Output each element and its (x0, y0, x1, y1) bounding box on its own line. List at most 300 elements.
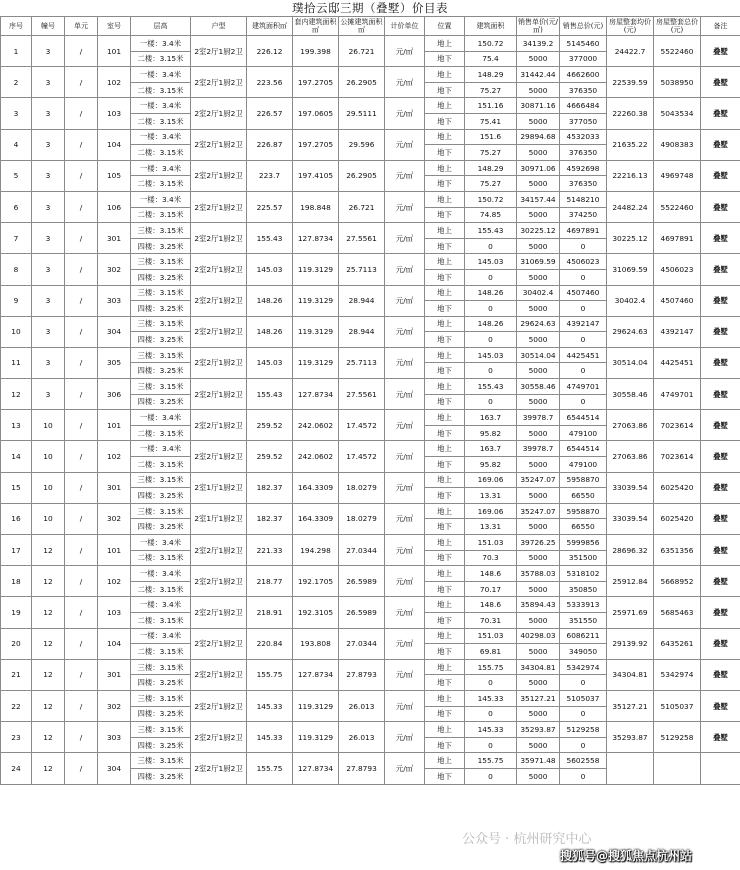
cell-area-above: 148.6 (465, 597, 517, 613)
cell-inner-area: 197.2705 (293, 67, 339, 98)
cell-floor-height-lower: 四楼：3.25米 (131, 301, 191, 317)
cell-pricing-unit: 元/㎡ (385, 535, 425, 566)
cell-avg-price: 30558.46 (607, 379, 654, 410)
cell-floor-height-lower: 四楼：3.25米 (131, 394, 191, 410)
cell-floor-height-lower: 二楼：3.15米 (131, 51, 191, 67)
cell-position-above: 地上 (425, 628, 465, 644)
cell-building: 3 (32, 36, 65, 67)
cell-pricing-unit: 元/㎡ (385, 753, 425, 784)
cell-position-below: 地下 (425, 675, 465, 691)
cell-no: 17 (1, 535, 32, 566)
cell-remarks: 叠墅 (701, 535, 740, 566)
cell-unit-price-above: 29894.68 (517, 129, 560, 145)
cell-position-below: 地下 (425, 363, 465, 379)
cell-building: 3 (32, 316, 65, 347)
cell-building-area: 182.37 (247, 503, 293, 534)
cell-layout: 2室2厅1厨2卫 (191, 690, 247, 721)
table-header-row (1, 17, 740, 36)
cell-unit: / (65, 223, 98, 254)
cell-building: 10 (32, 503, 65, 534)
cell-whole-total: 4697891 (654, 223, 701, 254)
cell-floor-height-upper: 三楼：3.15米 (131, 316, 191, 332)
cell-unit-price-above: 31069.59 (517, 254, 560, 270)
cell-area-below: 75.41 (465, 113, 517, 129)
cell-avg-price: 34304.81 (607, 659, 654, 690)
cell-layout: 2室2厅1厨2卫 (191, 285, 247, 316)
cell-remarks: 叠墅 (701, 441, 740, 472)
cell-unit-price-below: 5000 (517, 269, 560, 285)
cell-building: 10 (32, 410, 65, 441)
cell-unit: / (65, 441, 98, 472)
cell-area-below: 13.31 (465, 519, 517, 535)
cell-floor-height-lower: 二楼：3.15米 (131, 612, 191, 628)
cell-room: 303 (98, 285, 131, 316)
cell-unit: / (65, 379, 98, 410)
cell-shared-area: 26.013 (339, 690, 385, 721)
col-header-area: 建筑面积 (465, 17, 517, 36)
cell-layout: 2室2厅1厨2卫 (191, 628, 247, 659)
cell-position-below: 地下 (425, 612, 465, 628)
cell-no: 9 (1, 285, 32, 316)
cell-building: 3 (32, 223, 65, 254)
cell-avg-price: 25912.84 (607, 566, 654, 597)
cell-remarks (701, 753, 740, 784)
col-header-inner-area: 套内建筑面积㎡ (294, 18, 337, 34)
cell-unit-price-above: 30871.16 (517, 98, 560, 114)
cell-unit: / (65, 410, 98, 441)
cell-floor-height-lower: 四楼：3.25米 (131, 363, 191, 379)
cell-building-area: 225.57 (247, 191, 293, 222)
cell-building-area: 155.75 (247, 753, 293, 784)
cell-unit: / (65, 722, 98, 753)
col-header-building: 幢号 (32, 17, 65, 36)
cell-layout: 2室2厅1厨2卫 (191, 535, 247, 566)
table-row (1, 316, 740, 332)
cell-total-above: 4666484 (560, 98, 607, 114)
cell-remarks: 叠墅 (701, 98, 740, 129)
cell-whole-total: 5522460 (654, 191, 701, 222)
cell-avg-price: 22216.13 (607, 160, 654, 191)
table-row (1, 690, 740, 706)
cell-total-above: 6086211 (560, 628, 607, 644)
cell-avg-price: 27063.86 (607, 441, 654, 472)
cell-total-above: 5129258 (560, 722, 607, 738)
cell-unit-price-above: 34157.44 (517, 191, 560, 207)
cell-inner-area: 164.3309 (293, 472, 339, 503)
table-row (1, 347, 740, 363)
cell-floor-height-upper: 三楼：3.15米 (131, 379, 191, 395)
cell-layout: 2室2厅1厨2卫 (191, 316, 247, 347)
cell-no: 10 (1, 316, 32, 347)
cell-layout: 2室2厅1厨2卫 (191, 722, 247, 753)
table-row (1, 410, 740, 426)
cell-avg-price: 30402.4 (607, 285, 654, 316)
cell-position-below: 地下 (425, 82, 465, 98)
cell-shared-area: 25.7113 (339, 254, 385, 285)
cell-inner-area: 197.0605 (293, 98, 339, 129)
cell-floor-height-lower: 二楼：3.15米 (131, 457, 191, 473)
cell-avg-price: 29624.63 (607, 316, 654, 347)
cell-whole-total: 4749701 (654, 379, 701, 410)
cell-remarks: 叠墅 (701, 722, 740, 753)
cell-no: 2 (1, 67, 32, 98)
cell-avg-price: 30225.12 (607, 223, 654, 254)
cell-building: 3 (32, 191, 65, 222)
cell-total-above: 5148210 (560, 191, 607, 207)
cell-floor-height-lower: 四楼：3.25米 (131, 238, 191, 254)
cell-building-area: 145.33 (247, 722, 293, 753)
cell-unit-price-above: 30971.06 (517, 160, 560, 176)
table-row (1, 223, 740, 239)
cell-remarks: 叠墅 (701, 628, 740, 659)
cell-pricing-unit: 元/㎡ (385, 98, 425, 129)
cell-unit-price-above: 35293.87 (517, 722, 560, 738)
cell-no: 1 (1, 36, 32, 67)
cell-position-below: 地下 (425, 332, 465, 348)
cell-total-below: 0 (560, 737, 607, 753)
cell-area-below: 75.4 (465, 51, 517, 67)
cell-unit: / (65, 191, 98, 222)
cell-avg-price: 25971.69 (607, 597, 654, 628)
cell-building: 3 (32, 347, 65, 378)
cell-pricing-unit: 元/㎡ (385, 722, 425, 753)
cell-whole-total: 4908383 (654, 129, 701, 160)
cell-unit: / (65, 472, 98, 503)
cell-floor-height-upper: 一楼：3.4米 (131, 597, 191, 613)
cell-room: 105 (98, 160, 131, 191)
cell-unit-price-below: 5000 (517, 675, 560, 691)
cell-building-area: 218.77 (247, 566, 293, 597)
cell-floor-height-lower: 四楼：3.25米 (131, 706, 191, 722)
cell-building-area: 226.57 (247, 98, 293, 129)
cell-total-below: 66550 (560, 488, 607, 504)
cell-no: 14 (1, 441, 32, 472)
cell-area-above: 163.7 (465, 410, 517, 426)
cell-whole-total: 4969748 (654, 160, 701, 191)
cell-whole-total: 5129258 (654, 722, 701, 753)
cell-layout: 2室2厅1厨2卫 (191, 98, 247, 129)
cell-inner-area: 193.808 (293, 628, 339, 659)
cell-room: 302 (98, 690, 131, 721)
cell-total-below: 377000 (560, 51, 607, 67)
cell-floor-height-lower: 四楼：3.25米 (131, 675, 191, 691)
cell-unit-price-below: 5000 (517, 82, 560, 98)
cell-no: 16 (1, 503, 32, 534)
cell-unit-price-below: 5000 (517, 363, 560, 379)
cell-building: 10 (32, 472, 65, 503)
cell-unit-price-below: 5000 (517, 394, 560, 410)
cell-unit: / (65, 566, 98, 597)
cell-shared-area: 28.944 (339, 316, 385, 347)
cell-no: 12 (1, 379, 32, 410)
cell-floor-height-upper: 一楼：3.4米 (131, 535, 191, 551)
cell-layout: 2室2厅1厨2卫 (191, 191, 247, 222)
col-header-unit-price: 销售单价(元/㎡) (517, 18, 559, 34)
col-header-total-price: 销售总价(元) (560, 17, 607, 36)
cell-shared-area: 18.0279 (339, 472, 385, 503)
cell-building-area: 155.43 (247, 223, 293, 254)
cell-area-above: 148.26 (465, 316, 517, 332)
cell-whole-total: 5342974 (654, 659, 701, 690)
cell-whole-total (654, 753, 701, 784)
cell-total-above: 4532033 (560, 129, 607, 145)
cell-whole-total: 4506023 (654, 254, 701, 285)
cell-unit-price-above: 34304.81 (517, 659, 560, 675)
cell-pricing-unit: 元/㎡ (385, 67, 425, 98)
cell-shared-area: 27.0344 (339, 535, 385, 566)
cell-area-below: 13.31 (465, 488, 517, 504)
cell-floor-height-lower: 四楼：3.25米 (131, 488, 191, 504)
cell-total-below: 376350 (560, 82, 607, 98)
cell-room: 306 (98, 379, 131, 410)
cell-position-below: 地下 (425, 581, 465, 597)
cell-area-below: 0 (465, 675, 517, 691)
cell-unit-price-below: 5000 (517, 207, 560, 223)
cell-room: 104 (98, 628, 131, 659)
cell-avg-price: 31069.59 (607, 254, 654, 285)
cell-area-above: 155.43 (465, 379, 517, 395)
cell-floor-height-lower: 四楼：3.25米 (131, 768, 191, 784)
cell-unit: / (65, 36, 98, 67)
cell-inner-area: 164.3309 (293, 503, 339, 534)
cell-avg-price: 35293.87 (607, 722, 654, 753)
cell-area-above: 150.72 (465, 36, 517, 52)
table-row (1, 566, 740, 582)
cell-pricing-unit: 元/㎡ (385, 410, 425, 441)
cell-unit: / (65, 160, 98, 191)
account-watermark: 公众号 · 杭州研究中心 (462, 832, 592, 847)
cell-floor-height-upper: 一楼：3.4米 (131, 628, 191, 644)
cell-room: 305 (98, 347, 131, 378)
cell-area-above: 148.29 (465, 67, 517, 83)
cell-floor-height-upper: 三楼：3.15米 (131, 347, 191, 363)
cell-inner-area: 119.3129 (293, 690, 339, 721)
cell-pricing-unit: 元/㎡ (385, 36, 425, 67)
cell-position-above: 地上 (425, 503, 465, 519)
cell-unit-price-above: 35971.48 (517, 753, 560, 769)
cell-no: 21 (1, 659, 32, 690)
source-watermark: 搜狐号@搜狐焦点杭州站 (560, 849, 693, 863)
cell-building-area: 155.43 (247, 379, 293, 410)
cell-unit-price-below: 5000 (517, 51, 560, 67)
cell-unit-price-above: 30514.04 (517, 347, 560, 363)
cell-room: 301 (98, 223, 131, 254)
cell-building-area: 145.03 (247, 347, 293, 378)
cell-whole-total: 6351356 (654, 535, 701, 566)
cell-whole-total: 4425451 (654, 347, 701, 378)
cell-position-below: 地下 (425, 425, 465, 441)
cell-unit: / (65, 254, 98, 285)
cell-building-area: 218.91 (247, 597, 293, 628)
cell-total-below: 0 (560, 675, 607, 691)
cell-floor-height-lower: 四楼：3.25米 (131, 737, 191, 753)
cell-layout: 2室2厅1厨2卫 (191, 254, 247, 285)
cell-building: 3 (32, 129, 65, 160)
cell-layout: 2室2厅1厨2卫 (191, 129, 247, 160)
cell-total-below: 0 (560, 301, 607, 317)
col-header-layout: 户型 (191, 17, 247, 36)
cell-floor-height-upper: 一楼：3.4米 (131, 67, 191, 83)
cell-total-above: 5342974 (560, 659, 607, 675)
cell-inner-area: 127.8734 (293, 659, 339, 690)
cell-unit-price-above: 35247.07 (517, 472, 560, 488)
cell-remarks: 叠墅 (701, 223, 740, 254)
cell-area-above: 155.75 (465, 753, 517, 769)
cell-remarks: 叠墅 (701, 347, 740, 378)
cell-area-above: 151.03 (465, 628, 517, 644)
cell-position-above: 地上 (425, 129, 465, 145)
cell-building-area: 223.56 (247, 67, 293, 98)
cell-unit-price-above: 34139.2 (517, 36, 560, 52)
cell-unit-price-below: 5000 (517, 238, 560, 254)
cell-building: 10 (32, 441, 65, 472)
cell-pricing-unit: 元/㎡ (385, 347, 425, 378)
cell-building: 12 (32, 722, 65, 753)
cell-position-below: 地下 (425, 550, 465, 566)
cell-layout: 2室2厅1厨2卫 (191, 753, 247, 784)
cell-position-below: 地下 (425, 737, 465, 753)
cell-pricing-unit: 元/㎡ (385, 254, 425, 285)
cell-shared-area: 27.8793 (339, 753, 385, 784)
cell-area-above: 151.03 (465, 535, 517, 551)
cell-area-above: 148.29 (465, 160, 517, 176)
cell-layout: 2室2厅1厨2卫 (191, 347, 247, 378)
cell-total-above: 5318102 (560, 566, 607, 582)
cell-area-below: 0 (465, 394, 517, 410)
cell-remarks: 叠墅 (701, 160, 740, 191)
cell-layout: 2室2厅1厨2卫 (191, 441, 247, 472)
cell-building: 3 (32, 67, 65, 98)
cell-layout: 2室2厅1厨2卫 (191, 36, 247, 67)
cell-area-below: 70.3 (465, 550, 517, 566)
cell-floor-height-upper: 三楼：3.15米 (131, 659, 191, 675)
cell-area-above: 148.6 (465, 566, 517, 582)
cell-floor-height-upper: 三楼：3.15米 (131, 472, 191, 488)
cell-unit-price-below: 5000 (517, 550, 560, 566)
table-row (1, 160, 740, 176)
cell-shared-area: 26.2905 (339, 160, 385, 191)
cell-shared-area: 29.5111 (339, 98, 385, 129)
cell-pricing-unit: 元/㎡ (385, 597, 425, 628)
cell-total-above: 4507460 (560, 285, 607, 301)
cell-total-below: 0 (560, 706, 607, 722)
cell-position-below: 地下 (425, 238, 465, 254)
cell-total-above: 6544514 (560, 410, 607, 426)
cell-total-below: 0 (560, 332, 607, 348)
cell-area-below: 95.82 (465, 457, 517, 473)
cell-floor-height-lower: 二楼：3.15米 (131, 82, 191, 98)
cell-position-above: 地上 (425, 690, 465, 706)
cell-layout: 2室2厅1厨2卫 (191, 379, 247, 410)
cell-unit-price-above: 40298.03 (517, 628, 560, 644)
cell-building: 12 (32, 690, 65, 721)
cell-unit-price-above: 39978.7 (517, 441, 560, 457)
cell-inner-area: 242.0602 (293, 410, 339, 441)
cell-building-area: 259.52 (247, 410, 293, 441)
cell-position-below: 地下 (425, 706, 465, 722)
cell-position-above: 地上 (425, 566, 465, 582)
cell-total-above: 4392147 (560, 316, 607, 332)
cell-whole-total: 5685463 (654, 597, 701, 628)
table-row (1, 129, 740, 145)
cell-room: 301 (98, 472, 131, 503)
cell-pricing-unit: 元/㎡ (385, 566, 425, 597)
cell-unit: / (65, 129, 98, 160)
cell-unit-price-above: 30402.4 (517, 285, 560, 301)
cell-total-below: 349050 (560, 644, 607, 660)
cell-room: 106 (98, 191, 131, 222)
cell-layout: 2室1厅1厨2卫 (191, 503, 247, 534)
cell-floor-height-upper: 一楼：3.4米 (131, 441, 191, 457)
cell-position-below: 地下 (425, 457, 465, 473)
cell-pricing-unit: 元/㎡ (385, 160, 425, 191)
cell-pricing-unit: 元/㎡ (385, 129, 425, 160)
cell-building-area: 155.75 (247, 659, 293, 690)
cell-floor-height-lower: 二楼：3.15米 (131, 550, 191, 566)
cell-inner-area: 199.398 (293, 36, 339, 67)
cell-unit-price-below: 5000 (517, 768, 560, 784)
cell-building-area: 148.26 (247, 316, 293, 347)
cell-total-below: 376350 (560, 176, 607, 192)
cell-shared-area: 26.721 (339, 36, 385, 67)
cell-area-below: 0 (465, 706, 517, 722)
cell-unit-price-below: 5000 (517, 488, 560, 504)
cell-area-below: 75.27 (465, 82, 517, 98)
cell-pricing-unit: 元/㎡ (385, 503, 425, 534)
cell-remarks: 叠墅 (701, 597, 740, 628)
cell-unit-price-below: 5000 (517, 332, 560, 348)
cell-unit: / (65, 659, 98, 690)
table-row (1, 535, 740, 551)
cell-building-area: 182.37 (247, 472, 293, 503)
cell-position-below: 地下 (425, 488, 465, 504)
cell-total-above: 5602558 (560, 753, 607, 769)
cell-total-above: 5145460 (560, 36, 607, 52)
cell-shared-area: 27.5561 (339, 379, 385, 410)
cell-building-area: 148.26 (247, 285, 293, 316)
cell-layout: 2室2厅1厨2卫 (191, 67, 247, 98)
cell-shared-area: 28.944 (339, 285, 385, 316)
table-row (1, 472, 740, 488)
cell-area-below: 69.81 (465, 644, 517, 660)
cell-inner-area: 119.3129 (293, 347, 339, 378)
cell-unit-price-below: 5000 (517, 113, 560, 129)
cell-floor-height-upper: 一楼：3.4米 (131, 566, 191, 582)
cell-whole-total: 4507460 (654, 285, 701, 316)
cell-unit-price-above: 35247.07 (517, 503, 560, 519)
cell-remarks: 叠墅 (701, 472, 740, 503)
cell-layout: 2室2厅1厨2卫 (191, 223, 247, 254)
cell-unit-price-below: 5000 (517, 737, 560, 753)
cell-unit-price-below: 5000 (517, 519, 560, 535)
cell-total-below: 350850 (560, 581, 607, 597)
cell-avg-price: 22260.38 (607, 98, 654, 129)
cell-inner-area: 198.848 (293, 191, 339, 222)
cell-remarks: 叠墅 (701, 285, 740, 316)
cell-shared-area: 26.2905 (339, 67, 385, 98)
cell-shared-area: 27.5561 (339, 223, 385, 254)
cell-floor-height-lower: 二楼：3.15米 (131, 207, 191, 223)
cell-inner-area: 197.2705 (293, 129, 339, 160)
cell-building-area: 145.33 (247, 690, 293, 721)
cell-whole-total: 5522460 (654, 36, 701, 67)
cell-floor-height-upper: 一楼：3.4米 (131, 191, 191, 207)
cell-position-above: 地上 (425, 36, 465, 52)
cell-position-above: 地上 (425, 67, 465, 83)
cell-building-area: 223.7 (247, 160, 293, 191)
cell-floor-height-lower: 二楼：3.15米 (131, 581, 191, 597)
cell-area-above: 169.06 (465, 503, 517, 519)
